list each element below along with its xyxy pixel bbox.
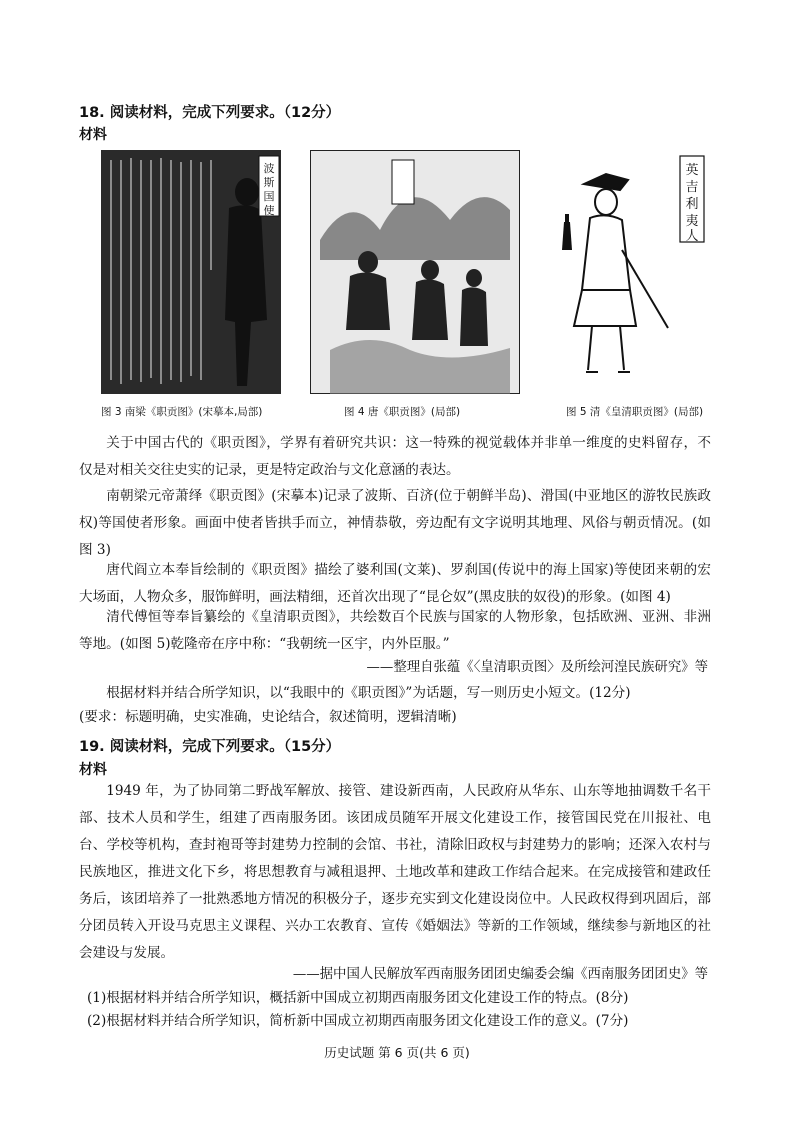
material-label: 材料 [79,127,107,143]
figure-3-inscription-1: 波 [263,162,275,175]
page-footer: 历史试题 第 6 页(共 6 页) [324,1045,470,1060]
question-18-title: 18. 阅读材料，完成下列要求。（12分） [79,105,341,121]
subquestion-1: (1)根据材料并结合所学知识，概括新中国成立初期西南服务团文化建设工作的特点。(8分) [87,990,629,1006]
material-paragraph-1: 关于中国古代的《职贡图》，学界有着研究共识：这一特殊的视觉载体并非单一维度的史料留存，不仅是对相关交往史实的记录，更是特定政治与文化意涵的表达。 [79,435,711,478]
material-paragraph-4: 清代傅恒等奉旨纂绘的《皇清职贡图》，共绘数百个民族与国家的人物形象，包括欧洲、亚洲、非洲等地。(如图 5)乾隆帝在序中称：“我朝统一区宇，内外臣服。” [79,609,711,652]
figure-3-inscription-3: 国 [263,190,275,203]
figure-4-caption: 图 4 唐《职贡图》(局部) [344,406,461,418]
material-source: ——据中国人民解放军西南服务团团史编委会编《西南服务团团史》等 [292,967,708,982]
figure-5-inscription-5: 人 [685,229,699,244]
figure-5-inscription-2: 吉 [685,180,699,195]
material-source: ——整理自张蕴《〈皇清职贡图〉及所绘河湟民族研究》等 [366,660,708,675]
material-paragraph: 1949 年，为了协同第二野战军解放、接管、建设新西南，人民政府从华东、山东等地抽调数千名干部、技术人员和学生，组建了西南服务团。该团成员随军开展文化建设工作，接管国民党在川报社、电台、学校等机构，查封袍哥等封建势力控制的会馆、书社，清除旧政权与封建势力的影响；还深入农村与民族地区，推进文化下乡，将思想教育与减租退押、土地改革和建政工作结合起来。在完成接管和建政任务后，该团培养了一批熟悉地方情况的积极分子，逐步充实到文化建设岗位中。人民政权得到巩固后，部分团员转入开设马克思主义课程、兴办工农教育、宣传《婚姻法》等新的工作领域，继续参与新地区的社会建设与发展。 [79,783,711,961]
figure-5-inscription-3: 利 [685,197,699,212]
material-label: 材料 [79,762,107,778]
material-paragraph-2: 南朝梁元帝萧绎《职贡图》(宋摹本)记录了波斯、百济(位于朝鲜半岛)、滑国(中亚地区的游牧民族政权)等国使者形象。画面中使者皆拱手而立，神情恭敬，旁边配有文字说明其地理、风俗与朝贡情况。(如图 3) [79,488,711,558]
question-19-title: 19. 阅读材料，完成下列要求。（15分） [79,739,341,755]
subquestion-2: (2)根据材料并结合所学知识，简析新中国成立初期西南服务团文化建设工作的意义。(7分) [87,1013,629,1029]
figure-3-image [101,150,281,394]
figure-3-inscription-2: 斯 [263,176,275,189]
material-paragraph-3: 唐代阎立本奉旨绘制的《职贡图》描绘了婆利国(文莱)、罗刹国(传说中的海上国家)等使团来朝的宏大场面，人物众多，服饰鲜明，画法精细，还首次出现了“昆仑奴”(黑皮肤的奴役)的形象。(如图 4) [79,562,711,605]
task-prompt: 根据材料并结合所学知识，以“我眼中的《职贡图》”为话题，写一则历史小短文。(12分) [106,685,631,701]
task-requirement: (要求：标题明确，史实准确，史论结合，叙述简明，逻辑清晰) [79,709,457,725]
figure-3-inscription-4: 使 [263,204,275,217]
figure-5-inscription-1: 英 [685,163,699,178]
figure-5-image [548,150,708,394]
figure-4-image [310,150,520,394]
figure-5-caption: 图 5 清《皇清职贡图》(局部) [566,406,704,418]
figure-3-caption: 图 3 南梁《职贡图》(宋摹本,局部) [101,406,263,418]
figure-5-inscription-4: 夷 [685,214,699,229]
